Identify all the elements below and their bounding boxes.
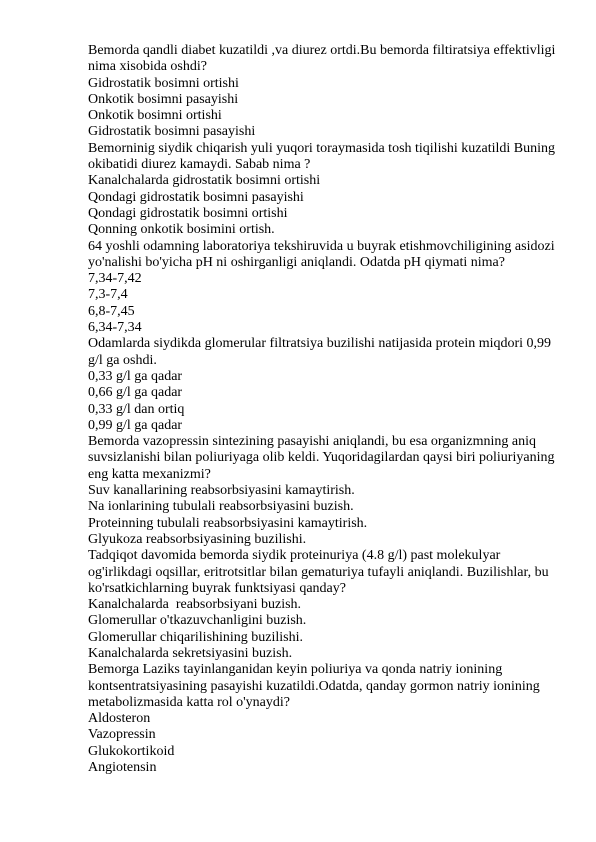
answer-option: Na ionlarining tubulali reabsorbsiyasini buzish. bbox=[88, 499, 354, 515]
question-block bbox=[88, 336, 558, 434]
question-text: Bemorga Laziks tayinlanganidan keyin poliuriya va qonda natriy ionining kontsentratsiyasining pasayishi kuzatildi.Odatda, qanday gormon natriy ionining metabolizmasida katta rol o'ynaydi? bbox=[88, 662, 544, 710]
answer-option: Glyukoza reabsorbsiyasining buzilishi. bbox=[88, 531, 307, 547]
question-block bbox=[88, 43, 558, 141]
answer-option: Glomerullar chiqarilishining buzilishi. bbox=[88, 629, 304, 645]
answer-option: 7,3-7,4 bbox=[88, 287, 128, 303]
answer-option: Glukokortikoid bbox=[88, 743, 175, 759]
question-text: Bemorninig siydik chiqarish yuli yuqori toraymasida tosh tiqilishi kuzatildi Buning okibatidi diurez kamaydi. Sabab nima ? bbox=[88, 140, 559, 173]
question-block bbox=[88, 548, 558, 662]
document-page bbox=[88, 43, 558, 776]
question-block bbox=[88, 239, 558, 337]
answer-option: Kanalchalarda reabsorbsiyani buzish. bbox=[88, 597, 302, 613]
answer-option: 0,33 g/l dan ortiq bbox=[88, 401, 185, 417]
answer-option: Vazopressin bbox=[88, 727, 156, 743]
answer-option: 6,8-7,45 bbox=[88, 303, 135, 319]
question-text: Tadqiqot davomida bemorda siydik proteinuriya (4.8 g/l) past molekulyar og'irlikdagi oqsillar, eritrotsitlar bilan gematuriya tufayli aniqlandi. Buzilishlar, bu ko'rsatkichlarning buyrak funktsiyasi qanday? bbox=[88, 548, 553, 596]
answer-option: 0,66 g/l ga qadar bbox=[88, 385, 183, 401]
answer-option: 0,99 g/l ga qadar bbox=[88, 417, 183, 433]
answer-option: Gidrostatik bosimni ortishi bbox=[88, 75, 239, 91]
answer-option: Proteinning tubulali reabsorbsiyasini kamaytirish. bbox=[88, 515, 368, 531]
question-text: Bemorda qandli diabet kuzatildi ,va diurez ortdi.Bu bemorda filtiratsiya effektivligi nima xisobida oshdi? bbox=[88, 43, 559, 75]
answer-option: Aldosteron bbox=[88, 711, 151, 727]
answer-option: Gidrostatik bosimni pasayishi bbox=[88, 124, 256, 140]
question-block bbox=[88, 434, 558, 548]
question-text: 64 yoshli odamning laboratoriya tekshiruvida u buyrak etishmovchiligining asidozi yo'nalishi bo'yicha pH ni oshirganligi aniqlandi. Odatda pH qiymati nima? bbox=[88, 238, 559, 270]
answer-option: Kanalchalarda sekretsiyasini buzish. bbox=[88, 645, 293, 661]
question-block bbox=[88, 141, 558, 239]
answer-option: 7,34-7,42 bbox=[88, 271, 142, 287]
answer-option: Onkotik bosimni pasayishi bbox=[88, 91, 239, 107]
question-text: Bemorda vazopressin sintezining pasayishi aniqlandi, bu esa organizmning aniq suvsizlanishi bilan poliuriyaga olib keldi. Yuqoridagilardan qaysi biri poliuriyaning eng katta mexanizmi? bbox=[88, 434, 558, 482]
answer-option: Qonning onkotik bosimini ortish. bbox=[88, 222, 275, 238]
question-block bbox=[88, 662, 558, 776]
answer-option: 0,33 g/l ga qadar bbox=[88, 368, 183, 384]
answer-option: Kanalchalarda gidrostatik bosimni ortishi bbox=[88, 173, 321, 189]
answer-option: 6,34-7,34 bbox=[88, 320, 142, 336]
answer-option: Suv kanallarining reabsorbsiyasini kamaytirish. bbox=[88, 483, 355, 499]
answer-option: Angiotensin bbox=[88, 760, 157, 776]
answer-option: Onkotik bosimni ortishi bbox=[88, 108, 222, 124]
answer-option: Glomerullar o'tkazuvchanligini buzish. bbox=[88, 613, 307, 629]
question-text: Odamlarda siydikda glomerular filtratsiya buzilishi natijasida protein miqdori 0,99 g/l ga oshdi. bbox=[88, 336, 555, 368]
answer-option: Qondagi gidrostatik bosimni ortishi bbox=[88, 205, 288, 221]
answer-option: Qondagi gidrostatik bosimni pasayishi bbox=[88, 189, 304, 205]
